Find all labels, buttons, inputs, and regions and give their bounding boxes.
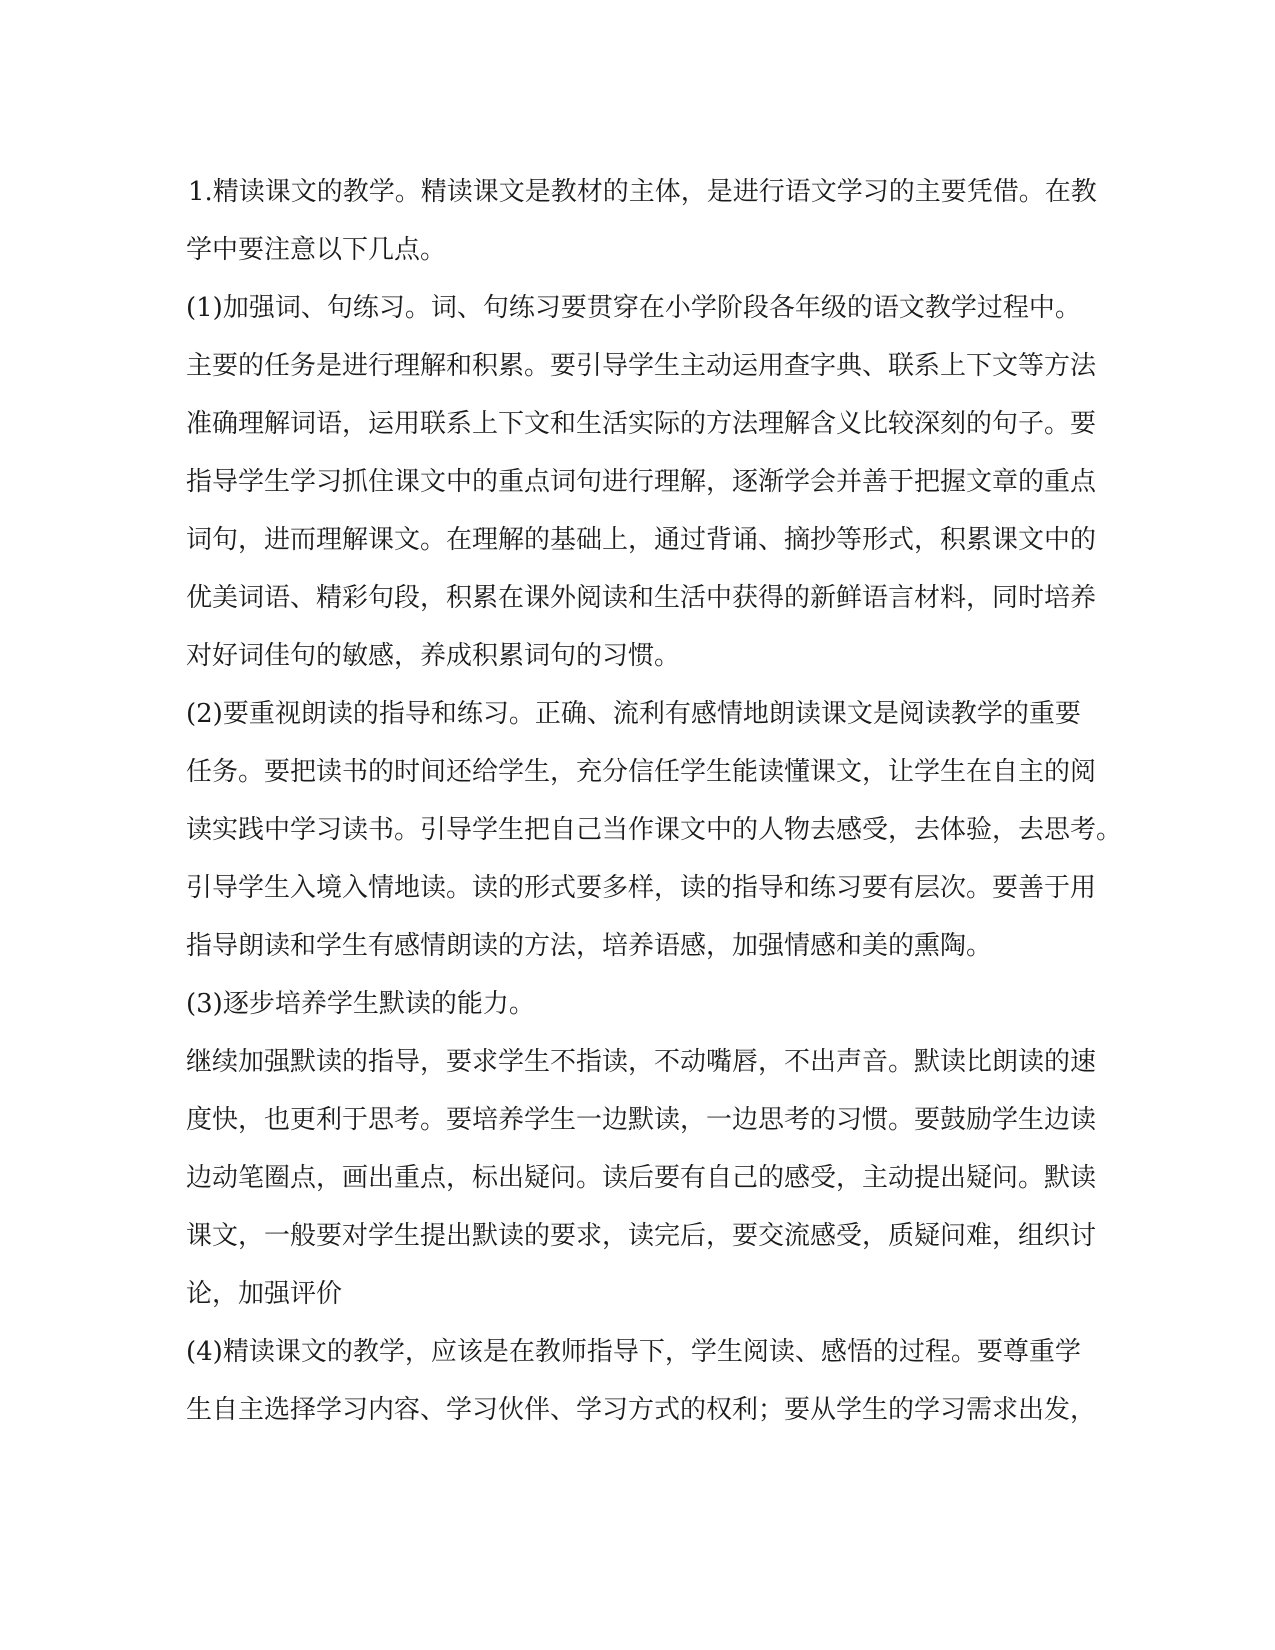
text-line: 边动笔圈点，画出重点，标出疑问。读后要有自己的感受，主动提出疑问。默读 [186,1163,1097,1193]
text-line: 生自主选择学习内容、学习伙伴、学习方式的权利；要从学生的学习需求出发， [186,1395,1097,1425]
text-line: 1.精读课文的教学。精读课文是教材的主体，是进行语文学习的主要凭借。在教 [188,177,1097,207]
text-line: 准确理解词语，运用联系上下文和生活实际的方法理解含义比较深刻的句子。要 [186,409,1097,439]
text-line: (1)加强词、句练习。词、句练习要贯穿在小学阶段各年级的语文教学过程中。 [186,293,1081,323]
text-line: 任务。要把读书的时间还给学生，充分信任学生能读懂课文，让学生在自主的阅 [186,757,1097,787]
text-line: 指导朗读和学生有感情朗读的方法，培养语感，加强情感和美的熏陶。 [186,931,993,961]
text-line: 指导学生学习抓住课文中的重点词句进行理解，逐渐学会并善于把握文章的重点 [186,467,1097,497]
text-line: 读实践中学习读书。引导学生把自己当作课文中的人物去感受，去体验，去思考。 [186,815,1123,845]
text-line: 论，加强评价 [186,1279,343,1309]
text-line: 课文，一般要对学生提出默读的要求，读完后，要交流感受，质疑问难，组织讨 [186,1221,1097,1251]
text-line: 主要的任务是进行理解和积累。要引导学生主动运用查字典、联系上下文等方法 [186,351,1097,381]
text-line: 词句，进而理解课文。在理解的基础上，通过背诵、摘抄等形式，积累课文中的 [186,525,1097,555]
text-line: (2)要重视朗读的指导和练习。正确、流利有感情地朗读课文是阅读教学的重要 [186,699,1081,729]
text-line: 继续加强默读的指导，要求学生不指读，不动嘴唇，不出声音。默读比朗读的速 [186,1047,1097,1077]
text-line: 度快，也更利于思考。要培养学生一边默读，一边思考的习惯。要鼓励学生边读 [186,1105,1097,1135]
text-line: (4)精读课文的教学，应该是在教师指导下，学生阅读、感悟的过程。要尊重学 [186,1337,1081,1367]
text-line: (3)逐步培养学生默读的能力。 [186,989,535,1019]
text-line: 优美词语、精彩句段，积累在课外阅读和生活中获得的新鲜语言材料，同时培养 [186,583,1097,613]
text-line: 学中要注意以下几点。 [186,235,447,265]
text-line: 对好词佳句的敏感，养成积累词句的习惯。 [186,641,681,671]
text-line: 引导学生入境入情地读。读的形式要多样，读的指导和练习要有层次。要善于用 [186,873,1097,903]
